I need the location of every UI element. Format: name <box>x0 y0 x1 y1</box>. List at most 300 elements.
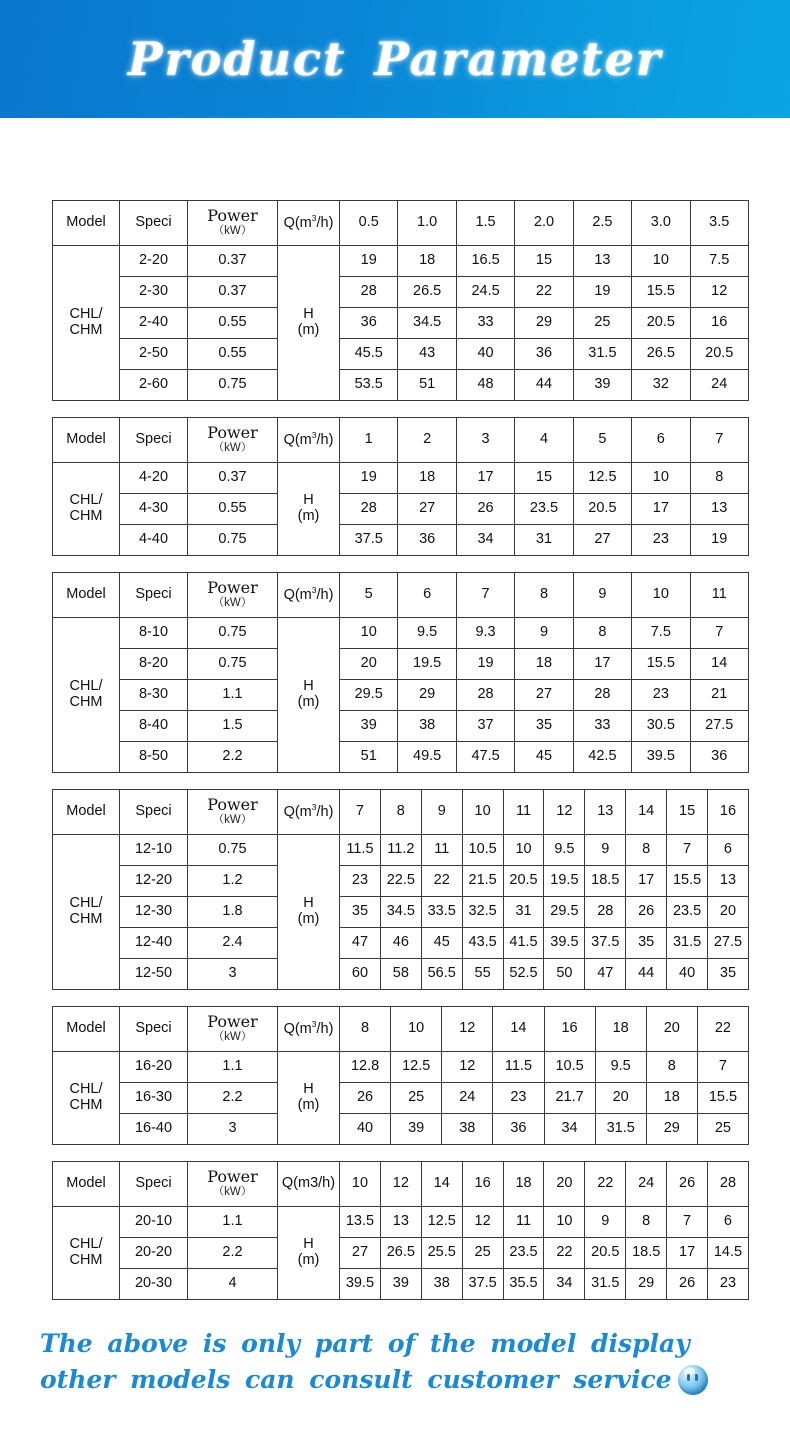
flow-value-header-0: 7 <box>340 790 381 835</box>
head-value-cell-5: 9.5 <box>544 835 585 866</box>
head-value-cell-0: 60 <box>340 959 381 990</box>
head-value-cell-6: 12 <box>690 277 748 308</box>
table-row <box>53 246 749 277</box>
head-value-cell-3: 23 <box>493 1083 544 1114</box>
column-header-model: Model <box>53 573 120 618</box>
head-value-cell-7: 18.5 <box>626 1238 667 1269</box>
head-value-cell-2: 12.5 <box>421 1207 462 1238</box>
model-name-cell: CHL/ CHM <box>53 1207 120 1300</box>
head-value-cell-3: 29 <box>515 308 573 339</box>
spec-cell: 20-10 <box>120 1207 188 1238</box>
power-cell: 0.75 <box>188 835 278 866</box>
head-value-cell-0: 28 <box>340 494 398 525</box>
head-value-cell-7: 8 <box>626 1207 667 1238</box>
page-header-banner <box>0 0 790 118</box>
head-value-cell-3: 10.5 <box>462 835 503 866</box>
table-row <box>53 928 749 959</box>
head-value-cell-5: 15.5 <box>632 277 690 308</box>
head-value-cell-5: 10 <box>544 1207 585 1238</box>
head-value-cell-4: 52.5 <box>503 959 544 990</box>
power-cell: 3 <box>188 1114 278 1145</box>
table-8-series <box>52 572 748 773</box>
head-value-cell-1: 27 <box>398 494 456 525</box>
head-value-cell-6: 19 <box>690 525 748 556</box>
head-value-cell-2: 40 <box>456 339 514 370</box>
flow-value-header-4: 16 <box>544 1007 595 1052</box>
head-value-cell-6: 18.5 <box>585 866 626 897</box>
head-value-cell-5: 7.5 <box>632 618 690 649</box>
head-value-cell-4: 31.5 <box>573 339 631 370</box>
power-cell: 2.2 <box>188 742 278 773</box>
head-value-cell-1: 18 <box>398 463 456 494</box>
table-16-series <box>52 1006 748 1145</box>
head-value-cell-0: 40 <box>340 1114 391 1145</box>
head-value-cell-7: 35 <box>626 928 667 959</box>
table-12-series <box>52 789 748 990</box>
flow-value-header-2: 9 <box>421 790 462 835</box>
power-cell: 1.1 <box>188 1207 278 1238</box>
head-value-cell-1: 22.5 <box>380 866 421 897</box>
flow-value-header-3: 8 <box>515 573 573 618</box>
head-value-cell-1: 34.5 <box>398 308 456 339</box>
head-value-cell-1: 19.5 <box>398 649 456 680</box>
head-value-cell-4: 11 <box>503 1207 544 1238</box>
head-value-cell-7: 8 <box>626 835 667 866</box>
head-value-cell-3: 25 <box>462 1238 503 1269</box>
head-value-cell-1: 26.5 <box>398 277 456 308</box>
table-row <box>53 1238 749 1269</box>
head-value-cell-0: 19 <box>340 463 398 494</box>
flow-value-header-1: 12 <box>380 1162 421 1207</box>
column-header-spec: Speci <box>120 1162 188 1207</box>
flow-value-header-5: 18 <box>595 1007 646 1052</box>
head-value-cell-4: 19 <box>573 277 631 308</box>
power-cell: 0.75 <box>188 618 278 649</box>
head-value-cell-1: 51 <box>398 370 456 401</box>
flow-value-header-3: 4 <box>515 418 573 463</box>
model-name-cell: CHL/ CHM <box>53 1052 120 1145</box>
head-value-cell-0: 35 <box>340 897 381 928</box>
flow-value-header-5: 10 <box>632 573 690 618</box>
spec-cell: 12-50 <box>120 959 188 990</box>
footer-line-2: other models can consult customer service <box>40 1365 672 1395</box>
head-value-cell-8: 15.5 <box>667 866 708 897</box>
column-header-flow: $Q(m^3/h)$ <box>278 201 340 246</box>
head-value-cell-0: 53.5 <box>340 370 398 401</box>
head-value-cell-4: 20.5 <box>503 866 544 897</box>
head-value-cell-6: 24 <box>690 370 748 401</box>
head-value-cell-1: 58 <box>380 959 421 990</box>
head-value-cell-3: 43.5 <box>462 928 503 959</box>
column-header-spec: Speci <box>120 573 188 618</box>
head-value-cell-4: 33 <box>573 711 631 742</box>
table-row <box>53 1083 749 1114</box>
head-value-cell-5: 10 <box>632 463 690 494</box>
column-header-power: Power （kW） <box>188 1007 278 1052</box>
head-unit-cell: H (m) <box>278 1207 340 1300</box>
head-value-cell-2: 38 <box>421 1269 462 1300</box>
flow-value-header-5: 6 <box>632 418 690 463</box>
head-value-cell-5: 30.5 <box>632 711 690 742</box>
spec-cell: 12-20 <box>120 866 188 897</box>
column-header-flow: $Q(m^3/h)$ <box>278 790 340 835</box>
power-cell: 1.8 <box>188 897 278 928</box>
flow-value-header-0: 10 <box>340 1162 381 1207</box>
column-header-power: Power （kW） <box>188 418 278 463</box>
head-value-cell-2: 47.5 <box>456 742 514 773</box>
head-value-cell-5: 19.5 <box>544 866 585 897</box>
head-value-cell-6: 14 <box>690 649 748 680</box>
flow-value-header-3: 2.0 <box>515 201 573 246</box>
spec-cell: 8-50 <box>120 742 188 773</box>
head-value-cell-8: 7 <box>667 1207 708 1238</box>
head-value-cell-5: 23 <box>632 680 690 711</box>
head-value-cell-6: 28 <box>585 897 626 928</box>
head-value-cell-0: 29.5 <box>340 680 398 711</box>
head-value-cell-1: 18 <box>398 246 456 277</box>
flow-value-header-1: 2 <box>398 418 456 463</box>
head-value-cell-4: 35.5 <box>503 1269 544 1300</box>
head-value-cell-3: 15 <box>515 463 573 494</box>
head-value-cell-1: 34.5 <box>380 897 421 928</box>
table-header-row <box>53 790 749 835</box>
spec-cell: 8-20 <box>120 649 188 680</box>
column-header-model: Model <box>53 1007 120 1052</box>
spec-cell: 20-30 <box>120 1269 188 1300</box>
head-unit-cell: H (m) <box>278 246 340 401</box>
head-value-cell-3: 36 <box>493 1114 544 1145</box>
head-value-cell-1: 39 <box>391 1114 442 1145</box>
head-value-cell-3: 37.5 <box>462 1269 503 1300</box>
flow-value-header-5: 3.0 <box>632 201 690 246</box>
head-unit-cell: H (m) <box>278 835 340 990</box>
footer-line-2-wrap <box>40 1362 740 1398</box>
head-value-cell-0: 28 <box>340 277 398 308</box>
flow-value-header-8: 15 <box>667 790 708 835</box>
flow-value-header-2: 14 <box>421 1162 462 1207</box>
head-value-cell-1: 43 <box>398 339 456 370</box>
head-value-cell-6: 7 <box>690 618 748 649</box>
flow-value-header-6: 13 <box>585 790 626 835</box>
spec-cell: 16-40 <box>120 1114 188 1145</box>
table-row <box>53 277 749 308</box>
table-row <box>53 897 749 928</box>
head-value-cell-7: 15.5 <box>697 1083 748 1114</box>
head-value-cell-1: 11.2 <box>380 835 421 866</box>
table-20-series <box>52 1161 748 1300</box>
head-value-cell-4: 34 <box>544 1114 595 1145</box>
flow-value-header-1: 1.0 <box>398 201 456 246</box>
flow-value-header-4: 11 <box>503 790 544 835</box>
head-value-cell-8: 26 <box>667 1269 708 1300</box>
spec-cell: 20-20 <box>120 1238 188 1269</box>
head-value-cell-2: 16.5 <box>456 246 514 277</box>
head-value-cell-7: 44 <box>626 959 667 990</box>
flow-value-header-9: 16 <box>708 790 749 835</box>
table-row <box>53 680 749 711</box>
banner-underline <box>0 115 790 118</box>
table-row <box>53 1114 749 1145</box>
power-cell: 0.37 <box>188 463 278 494</box>
column-header-spec: Speci <box>120 418 188 463</box>
flow-value-header-4: 2.5 <box>573 201 631 246</box>
column-header-power: Power （kW） <box>188 573 278 618</box>
head-value-cell-6: 9 <box>585 835 626 866</box>
head-value-cell-4: 12.5 <box>573 463 631 494</box>
head-value-cell-1: 49.5 <box>398 742 456 773</box>
head-value-cell-3: 35 <box>515 711 573 742</box>
head-value-cell-5: 23 <box>632 525 690 556</box>
head-value-cell-8: 17 <box>667 1238 708 1269</box>
table-header-row <box>53 418 749 463</box>
table-row <box>53 308 749 339</box>
head-value-cell-5: 50 <box>544 959 585 990</box>
column-header-flow: $Q(m^3/h)$ <box>278 1007 340 1052</box>
spec-cell: 12-10 <box>120 835 188 866</box>
head-value-cell-0: 23 <box>340 866 381 897</box>
head-value-cell-4: 10 <box>503 835 544 866</box>
head-value-cell-0: 26 <box>340 1083 391 1114</box>
head-value-cell-6: 27.5 <box>690 711 748 742</box>
head-value-cell-0: 11.5 <box>340 835 381 866</box>
head-value-cell-4: 25 <box>573 308 631 339</box>
flow-value-header-3: 14 <box>493 1007 544 1052</box>
power-cell: 0.37 <box>188 246 278 277</box>
flow-value-header-2: 12 <box>442 1007 493 1052</box>
head-value-cell-3: 55 <box>462 959 503 990</box>
spec-cell: 4-30 <box>120 494 188 525</box>
head-value-cell-3: 11.5 <box>493 1052 544 1083</box>
head-value-cell-4: 41.5 <box>503 928 544 959</box>
head-value-cell-3: 23.5 <box>515 494 573 525</box>
flow-value-header-1: 8 <box>380 790 421 835</box>
head-value-cell-6: 18 <box>646 1083 697 1114</box>
head-value-cell-2: 33.5 <box>421 897 462 928</box>
head-value-cell-1: 38 <box>398 711 456 742</box>
head-value-cell-3: 22 <box>515 277 573 308</box>
table-2-series <box>52 200 748 401</box>
head-value-cell-6: 21 <box>690 680 748 711</box>
head-value-cell-9: 6 <box>708 835 749 866</box>
head-value-cell-4: 31 <box>503 897 544 928</box>
flow-value-header-2: 3 <box>456 418 514 463</box>
column-header-flow: Q(m3/h) <box>278 1162 340 1207</box>
power-cell: 2.2 <box>188 1083 278 1114</box>
head-value-cell-2: 26 <box>456 494 514 525</box>
head-value-cell-0: 20 <box>340 649 398 680</box>
head-value-cell-9: 35 <box>708 959 749 990</box>
head-value-cell-1: 46 <box>380 928 421 959</box>
column-header-power: Power （kW） <box>188 1162 278 1207</box>
power-cell: 2.2 <box>188 1238 278 1269</box>
head-value-cell-0: 19 <box>340 246 398 277</box>
head-value-cell-6: 16 <box>690 308 748 339</box>
head-value-cell-9: 20 <box>708 897 749 928</box>
parameter-tables-container <box>0 200 790 1300</box>
table-row <box>53 711 749 742</box>
power-cell: 4 <box>188 1269 278 1300</box>
spec-cell: 8-10 <box>120 618 188 649</box>
head-value-cell-1: 39 <box>380 1269 421 1300</box>
head-value-cell-1: 12.5 <box>391 1052 442 1083</box>
flow-value-header-7: 22 <box>697 1007 748 1052</box>
head-value-cell-9: 23 <box>708 1269 749 1300</box>
head-value-cell-5: 10 <box>632 246 690 277</box>
head-value-cell-3: 45 <box>515 742 573 773</box>
spec-cell: 16-20 <box>120 1052 188 1083</box>
head-value-cell-2: 19 <box>456 649 514 680</box>
head-value-cell-1: 9.5 <box>398 618 456 649</box>
column-header-spec: Speci <box>120 1007 188 1052</box>
head-value-cell-4: 23.5 <box>503 1238 544 1269</box>
table-4-series <box>52 417 748 556</box>
flow-value-header-4: 5 <box>573 418 631 463</box>
power-cell: 0.55 <box>188 494 278 525</box>
flow-value-header-5: 12 <box>544 790 585 835</box>
head-value-cell-9: 13 <box>708 866 749 897</box>
head-value-cell-5: 39.5 <box>632 742 690 773</box>
column-header-model: Model <box>53 1162 120 1207</box>
table-row <box>53 866 749 897</box>
power-cell: 1.5 <box>188 711 278 742</box>
power-cell: 0.75 <box>188 649 278 680</box>
head-value-cell-6: 13 <box>690 494 748 525</box>
table-row <box>53 649 749 680</box>
power-cell: 0.55 <box>188 308 278 339</box>
spec-cell: 2-30 <box>120 277 188 308</box>
spec-cell: 16-30 <box>120 1083 188 1114</box>
table-header-row <box>53 1162 749 1207</box>
footer-line-1: The above is only part of the model display <box>40 1329 690 1358</box>
spec-cell: 8-30 <box>120 680 188 711</box>
head-value-cell-0: 37.5 <box>340 525 398 556</box>
head-value-cell-6: 7.5 <box>690 246 748 277</box>
spec-cell: 4-40 <box>120 525 188 556</box>
flow-value-header-6: 11 <box>690 573 748 618</box>
head-value-cell-3: 36 <box>515 339 573 370</box>
table-4-series-grid <box>52 417 749 556</box>
flow-value-header-9: 28 <box>708 1162 749 1207</box>
head-value-cell-9: 6 <box>708 1207 749 1238</box>
table-row <box>53 1052 749 1083</box>
spec-cell: 12-30 <box>120 897 188 928</box>
flow-value-header-3: 10 <box>462 790 503 835</box>
flow-value-header-4: 18 <box>503 1162 544 1207</box>
head-value-cell-2: 38 <box>442 1114 493 1145</box>
head-value-cell-0: 45.5 <box>340 339 398 370</box>
table-row <box>53 370 749 401</box>
head-value-cell-3: 44 <box>515 370 573 401</box>
head-value-cell-4: 21.7 <box>544 1083 595 1114</box>
model-name-cell: CHL/ CHM <box>53 618 120 773</box>
table-row <box>53 339 749 370</box>
head-value-cell-6: 37.5 <box>585 928 626 959</box>
column-header-spec: Speci <box>120 790 188 835</box>
spec-cell: 8-40 <box>120 711 188 742</box>
flow-value-header-4: 9 <box>573 573 631 618</box>
head-value-cell-5: 15.5 <box>632 649 690 680</box>
head-value-cell-5: 9.5 <box>595 1052 646 1083</box>
spec-cell: 2-60 <box>120 370 188 401</box>
head-value-cell-7: 29 <box>626 1269 667 1300</box>
head-value-cell-8: 40 <box>667 959 708 990</box>
model-name-cell: CHL/ CHM <box>53 835 120 990</box>
head-value-cell-6: 20.5 <box>585 1238 626 1269</box>
table-row <box>53 1269 749 1300</box>
head-value-cell-5: 39.5 <box>544 928 585 959</box>
head-value-cell-0: 47 <box>340 928 381 959</box>
head-value-cell-3: 21.5 <box>462 866 503 897</box>
head-value-cell-1: 36 <box>398 525 456 556</box>
head-value-cell-5: 26.5 <box>632 339 690 370</box>
head-value-cell-2: 33 <box>456 308 514 339</box>
head-value-cell-6: 29 <box>646 1114 697 1145</box>
head-value-cell-2: 28 <box>456 680 514 711</box>
power-cell: 1.1 <box>188 1052 278 1083</box>
head-value-cell-8: 31.5 <box>667 928 708 959</box>
column-header-model: Model <box>53 418 120 463</box>
column-header-power: Power （kW） <box>188 790 278 835</box>
table-row <box>53 835 749 866</box>
head-value-cell-4: 27 <box>573 525 631 556</box>
column-header-power: Power （kW） <box>188 201 278 246</box>
head-value-cell-3: 15 <box>515 246 573 277</box>
table-12-series-grid <box>52 789 749 990</box>
column-header-model: Model <box>53 201 120 246</box>
head-value-cell-6: 36 <box>690 742 748 773</box>
head-value-cell-4: 42.5 <box>573 742 631 773</box>
spec-cell: 12-40 <box>120 928 188 959</box>
head-value-cell-2: 45 <box>421 928 462 959</box>
power-cell: 2.4 <box>188 928 278 959</box>
spec-cell: 2-40 <box>120 308 188 339</box>
table-row <box>53 494 749 525</box>
head-value-cell-5: 32 <box>632 370 690 401</box>
flow-value-header-5: 20 <box>544 1162 585 1207</box>
column-header-model: Model <box>53 790 120 835</box>
head-value-cell-6: 20.5 <box>690 339 748 370</box>
flow-value-header-0: 8 <box>340 1007 391 1052</box>
flow-value-header-7: 14 <box>626 790 667 835</box>
head-value-cell-7: 7 <box>697 1052 748 1083</box>
column-header-flow: $Q(m^3/h)$ <box>278 573 340 618</box>
power-cell: 1.2 <box>188 866 278 897</box>
head-value-cell-0: 10 <box>340 618 398 649</box>
head-value-cell-3: 9 <box>515 618 573 649</box>
head-value-cell-2: 34 <box>456 525 514 556</box>
head-value-cell-2: 22 <box>421 866 462 897</box>
power-cell: 1.1 <box>188 680 278 711</box>
head-value-cell-9: 27.5 <box>708 928 749 959</box>
head-value-cell-2: 11 <box>421 835 462 866</box>
head-value-cell-4: 28 <box>573 680 631 711</box>
spec-cell: 4-20 <box>120 463 188 494</box>
head-value-cell-2: 25.5 <box>421 1238 462 1269</box>
head-value-cell-2: 56.5 <box>421 959 462 990</box>
head-value-cell-7: 25 <box>697 1114 748 1145</box>
head-value-cell-8: 7 <box>667 835 708 866</box>
head-value-cell-3: 32.5 <box>462 897 503 928</box>
head-value-cell-3: 12 <box>462 1207 503 1238</box>
table-row <box>53 525 749 556</box>
head-value-cell-4: 8 <box>573 618 631 649</box>
head-value-cell-1: 29 <box>398 680 456 711</box>
table-header-row <box>53 573 749 618</box>
table-row <box>53 1207 749 1238</box>
head-value-cell-1: 26.5 <box>380 1238 421 1269</box>
head-value-cell-0: 51 <box>340 742 398 773</box>
blue-smiley-face-icon <box>678 1365 708 1395</box>
